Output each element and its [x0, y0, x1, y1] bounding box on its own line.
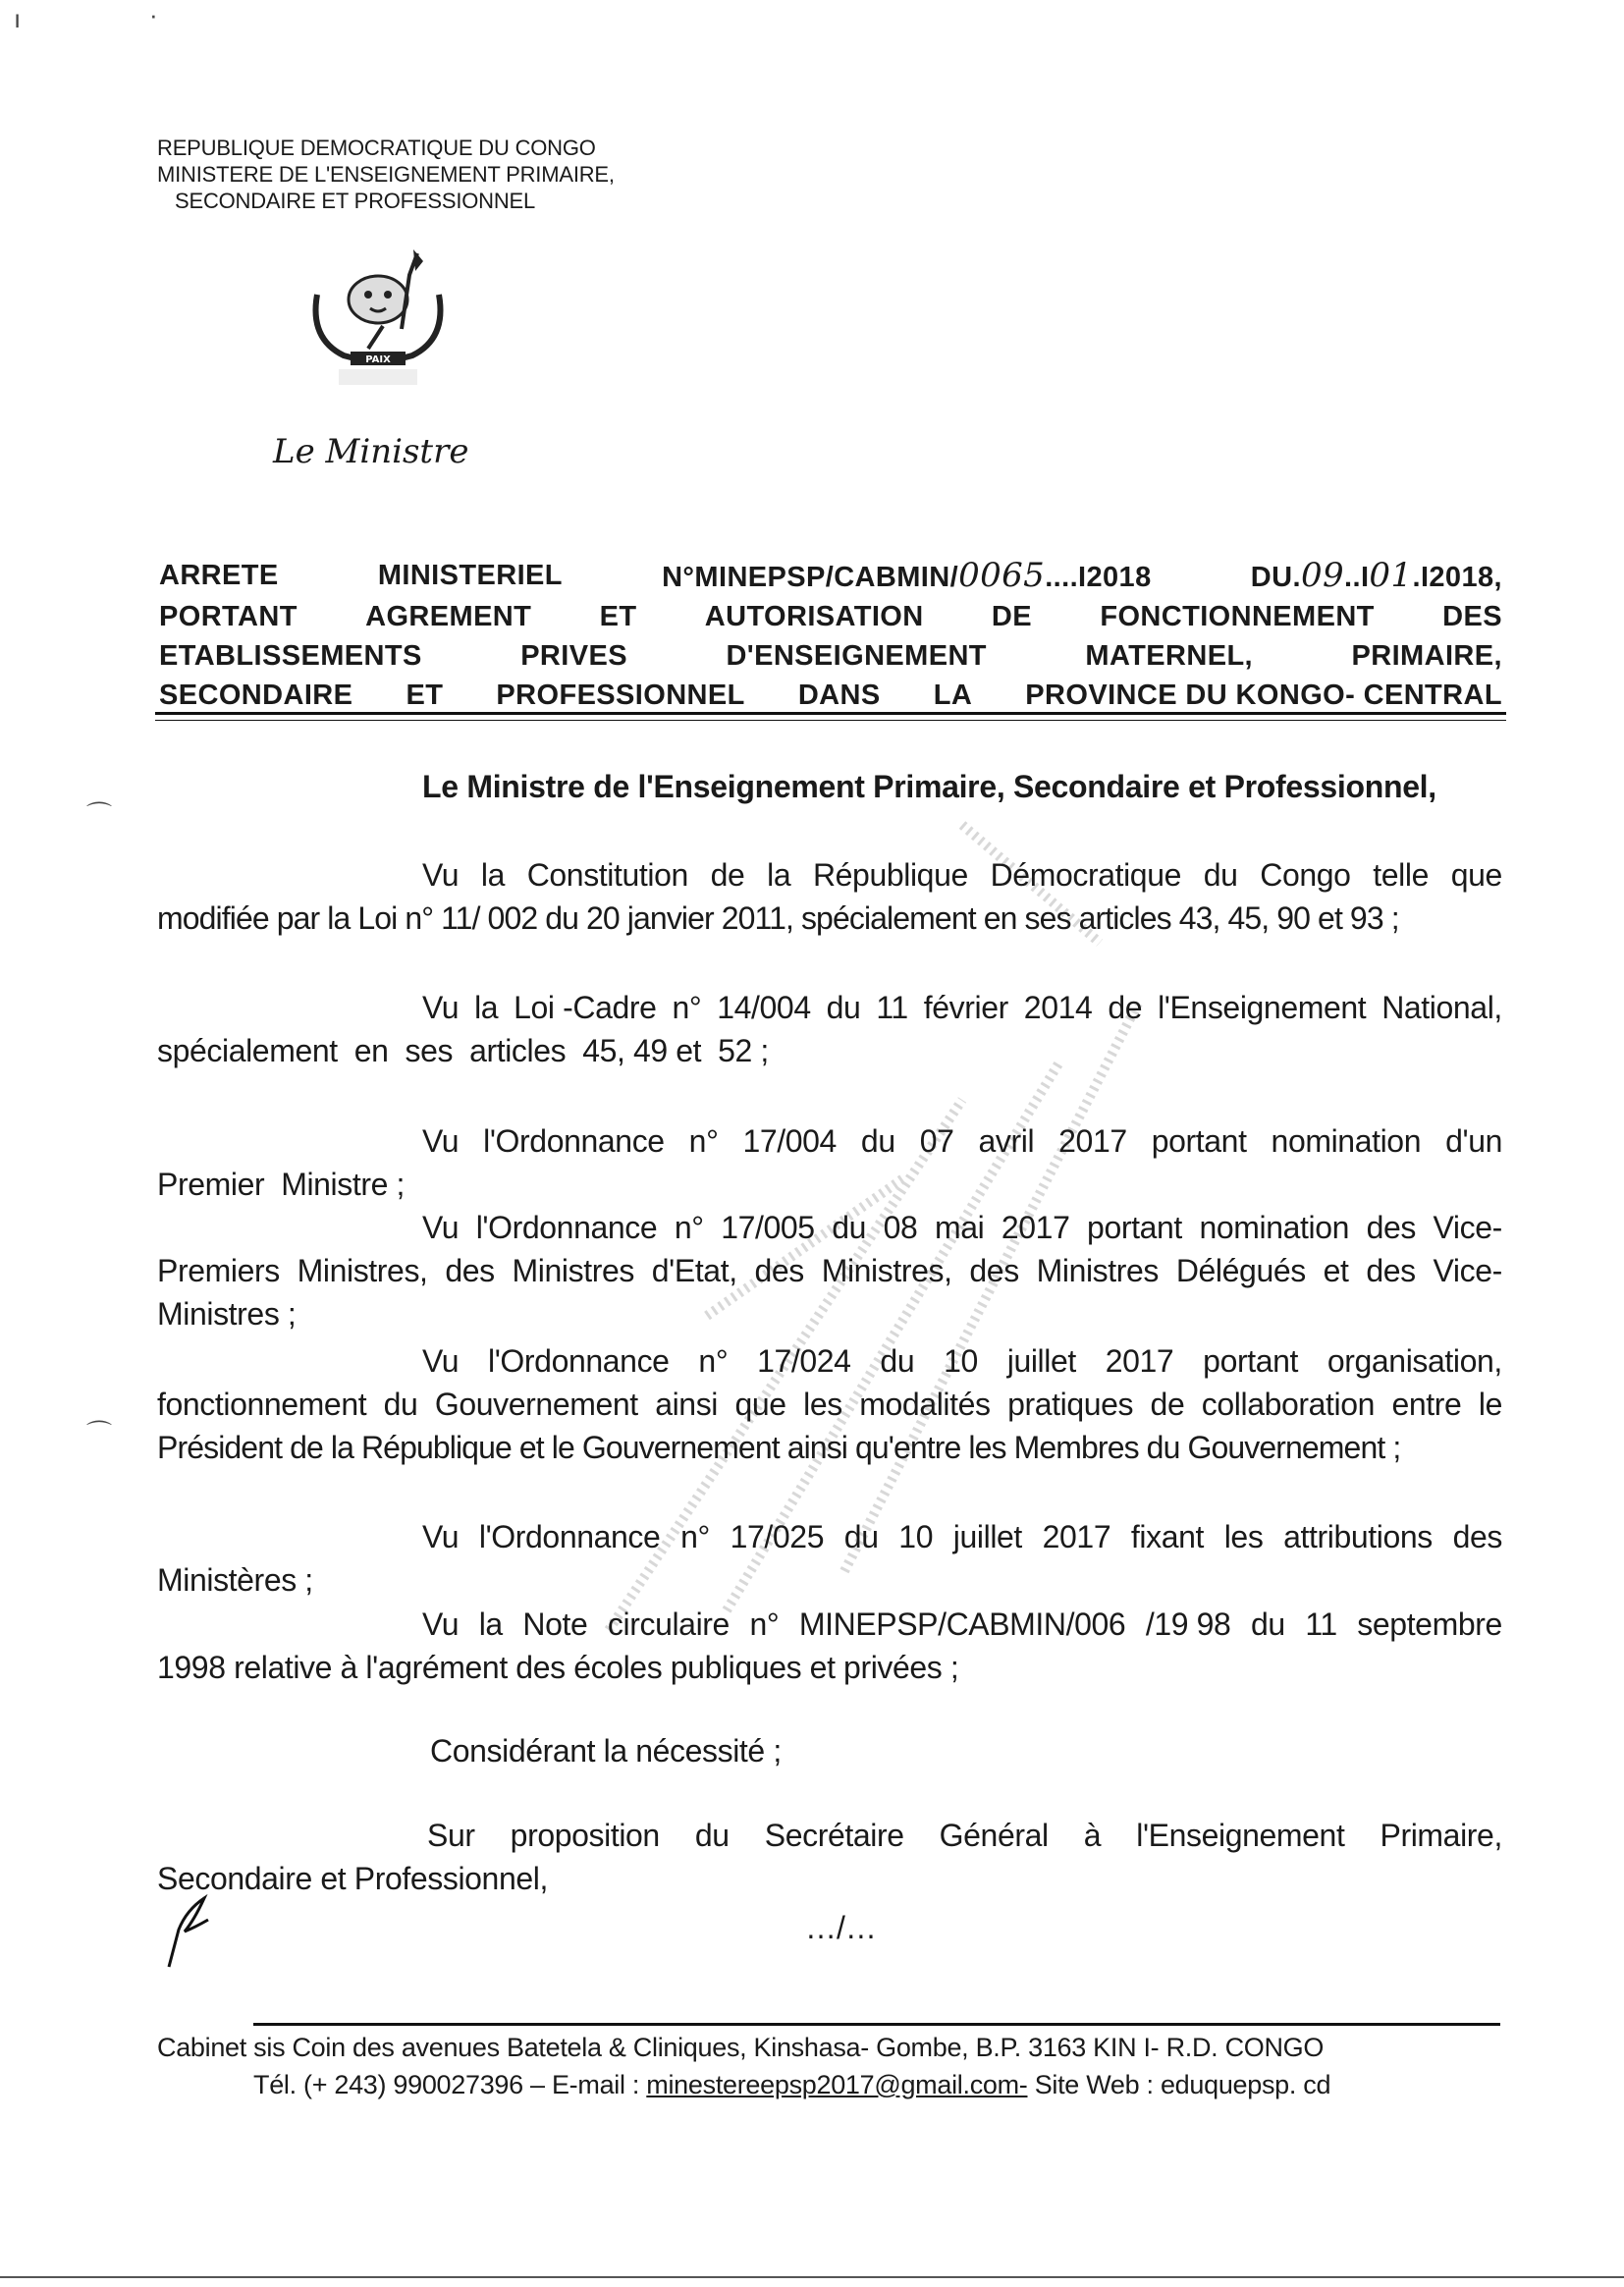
ministry-name-line1: MINISTERE DE L'ENSEIGNEMENT PRIMAIRE, [157, 162, 615, 187]
handwritten-initial [165, 1890, 214, 1969]
handwritten-month: 01 [1369, 556, 1413, 595]
issuing-authority: Le Ministre de l'Enseignement Primaire, Secondaire et Professionnel, [422, 769, 1436, 804]
ministry-name-line2: SECONDAIRE ET PROFESSIONNEL [175, 189, 536, 213]
title-line-1 [159, 556, 1502, 597]
page-continuation: …/… [805, 1910, 877, 1945]
paragraph-proposition: Sur proposition du Secrétaire Général à l'Enseignement Primaire, Secondaire et Professionnel, [157, 1818, 1502, 1896]
handwritten-day: 09 [1300, 556, 1345, 595]
title-word: ARRETE [159, 560, 279, 591]
decree-date: DU.09..I01.I2018, [1250, 556, 1502, 595]
paragraph-constitution: Vu la Constitution de la République Démocratique du Congo telle que modifiée par la Loi n° 11/ 002 du 20 janvier 2011, spécialement en ses articles 43, 45, 90 et 93 ; [157, 857, 1502, 936]
title-rule [155, 712, 1506, 715]
paragraph-ordonnance-17-005: Vu l'Ordonnance n° 17/005 du 08 mai 2017 portant nomination des Vice- Premiers Ministres, des Ministres d'Etat, des Ministres, des Ministres Délégués et des Vice- Ministres ; [157, 1210, 1502, 1332]
scan-mark: · [149, 0, 158, 29]
minister-heading: Le Ministre [273, 432, 469, 471]
margin-mark: ⌒ [86, 1419, 113, 1448]
page-edge-line [0, 2276, 1624, 2278]
country-name: REPUBLIQUE DEMOCRATIQUE DU CONGO [157, 136, 596, 160]
footer-website: Site Web : eduquepsp. cd [1027, 2070, 1331, 2099]
paragraph-ordonnance-17-004: Vu l'Ordonnance n° 17/004 du 07 avril 2017 portant nomination d'un Premier Ministre ; [157, 1123, 1502, 1202]
paragraph-ordonnance-17-024: Vu l'Ordonnance n° 17/024 du 10 juillet 2017 portant organisation, fonctionnement du Gouvernement ainsi que les modalités pratiques de collaboration entre le Président de la République et le Gouvernement ainsi qu'entre les Membres du Gouvernement ; [157, 1343, 1502, 1465]
paragraph-note-circulaire: Vu la Note circulaire n° MINEPSP/CABMIN/006 /19 98 du 11 septembre 1998 relative à l'agrément des écoles publiques et privées ; [157, 1606, 1502, 1685]
title-line-2: PORTANT AGREMENT ET AUTORISATION DE FONCTIONNEMENT DES [159, 601, 1502, 632]
decree-number: N°MINEPSP/CABMIN/0065....I2018 [662, 556, 1152, 595]
footer-phone: Tél. (+ 243) 990027396 – E-mail : [253, 2070, 647, 2099]
decree-title [159, 556, 1502, 715]
footer-rule [253, 2023, 1500, 2026]
scan-mark: ı [14, 4, 22, 33]
title-word: MINISTERIEL [377, 560, 563, 591]
footer-email-link[interactable]: minestereepsp2017@gmail.com- [646, 2070, 1028, 2099]
title-rule-thin [155, 720, 1506, 721]
coat-of-arms-emblem [299, 245, 457, 388]
handwritten-number: 0065 [958, 556, 1046, 595]
margin-mark: ⌒ [86, 800, 113, 830]
title-line-3: ETABLISSEMENTS PRIVES D'ENSEIGNEMENT MATERNEL, PRIMAIRE, [159, 640, 1502, 672]
emblem-motto: PAIX [365, 354, 391, 365]
paragraph-considerant: Considérant la nécessité ; [430, 1733, 782, 1769]
footer-contact [253, 2068, 1330, 2101]
footer-address: Cabinet sis Coin des avenues Batetela & Cliniques, Kinshasa- Gombe, B.P. 3163 KIN I- R.D. CONGO [157, 2033, 1325, 2062]
paragraph-ordonnance-17-025: Vu l'Ordonnance n° 17/025 du 10 juillet 2017 fixant les attributions des Ministères ; [157, 1519, 1502, 1598]
title-line-4: SECONDAIRE ET PROFESSIONNEL DANS LA PROVINCE DU KONGO- CENTRAL [159, 680, 1502, 711]
paragraph-loi-cadre: Vu la Loi -Cadre n° 14/004 du 11 février 2014 de l'Enseignement National, spécialement en ses articles 45, 49 et 52 ; [157, 990, 1502, 1068]
